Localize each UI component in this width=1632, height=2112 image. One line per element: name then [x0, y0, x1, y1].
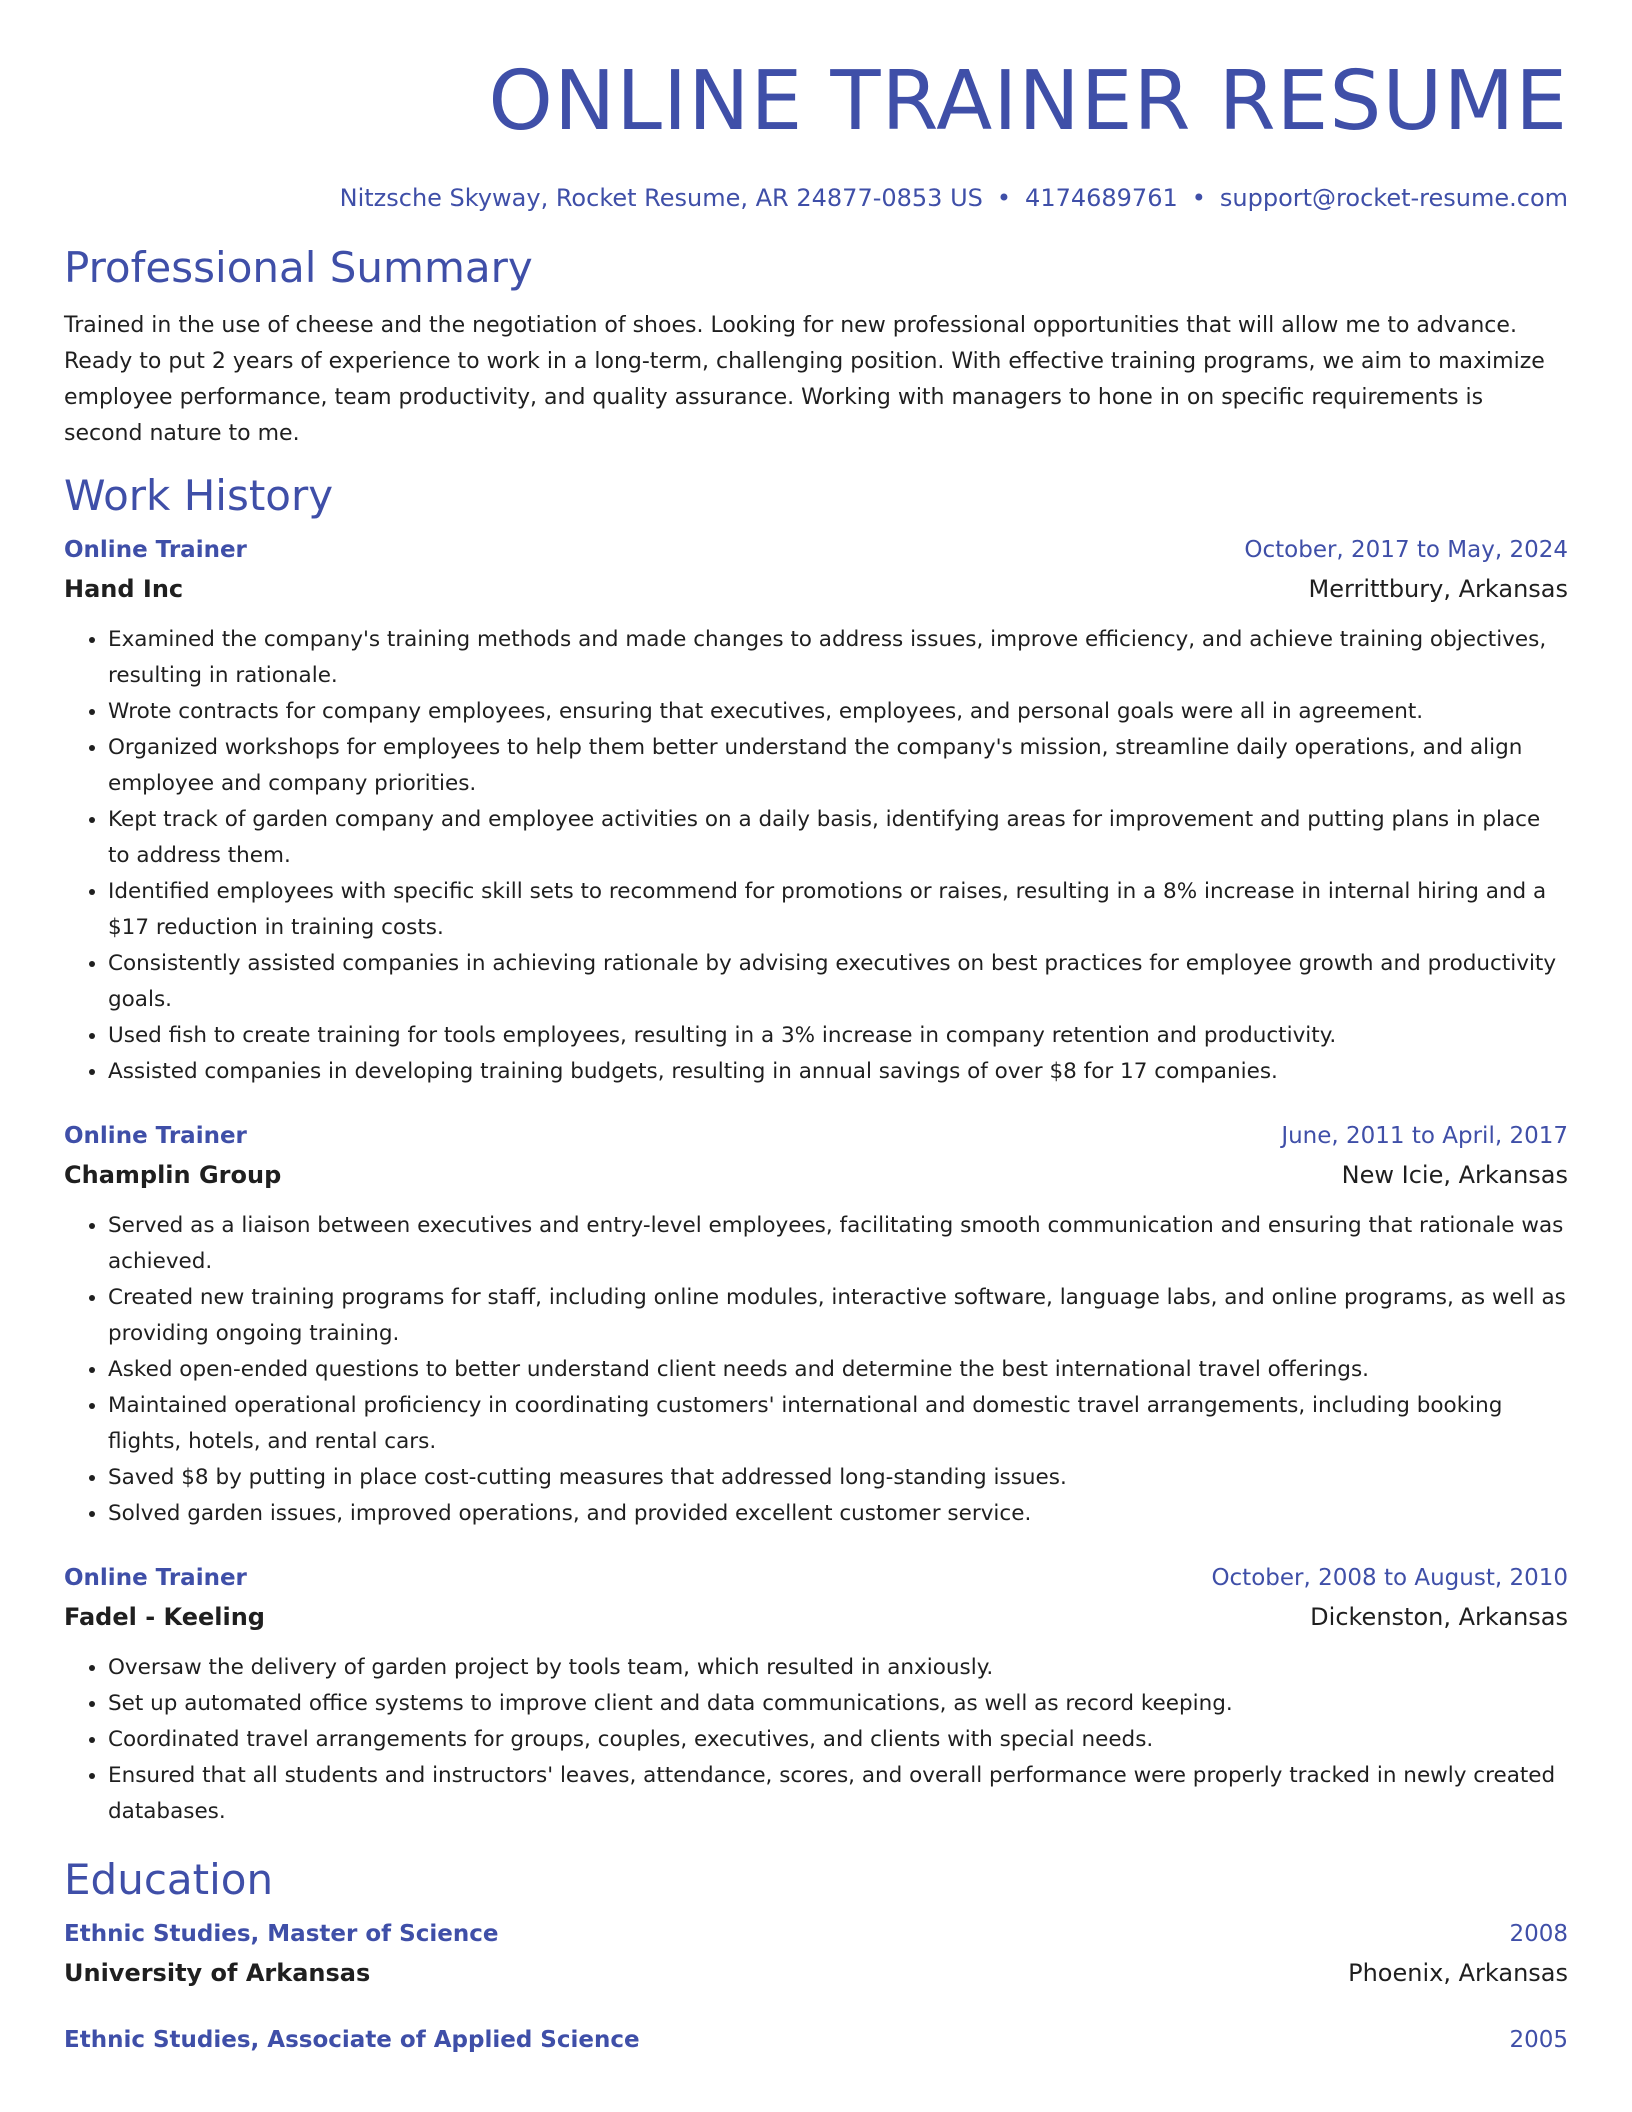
work-history-heading: Work History	[64, 471, 334, 520]
job-company: Hand Inc	[64, 575, 184, 603]
contact-phone: 4174689761	[1025, 184, 1178, 212]
education-entry	[64, 1914, 1568, 1992]
job-location: Dickenston, Arkansas	[1310, 1603, 1568, 1631]
contact-address: Nitzsche Skyway, Rocket Resume, AR 24877-0853 US	[339, 184, 983, 212]
job-company-row	[64, 1156, 1568, 1194]
job-bullet: • Set up automated office systems to improve client and data communications, as well as record keeping.	[108, 1686, 1568, 1722]
job-bullets	[64, 1650, 1568, 1830]
job-dates: October, 2017 to May, 2024	[1244, 537, 1568, 563]
job-bullet: • Coordinated travel arrangements for groups, couples, executives, and clients with special needs.	[108, 1722, 1568, 1758]
job-bullets	[64, 622, 1568, 1090]
job-bullet: • Saved $8 by putting in place cost-cutting measures that addressed long-standing issues.	[108, 1460, 1568, 1496]
summary-heading: Professional Summary	[64, 243, 533, 292]
job-bullet: • Created new training programs for staff, including online modules, interactive software, language labs, and online programs, as well as providing ongoing training.	[108, 1280, 1568, 1352]
job-header-row	[64, 1558, 1568, 1598]
job-bullet: • Examined the company's training methods and made changes to address issues, improve efficiency, and achieve training objectives, resulting in rationale.	[108, 622, 1568, 694]
education-year: 2005	[1509, 2027, 1568, 2053]
education-year: 2008	[1509, 1921, 1568, 1947]
education-degree: Ethnic Studies, Master of Science	[64, 1921, 499, 1947]
job-entry	[64, 1116, 1568, 1532]
contact-separator: •	[996, 184, 1012, 212]
job-bullets	[64, 1208, 1568, 1532]
education-degree: Ethnic Studies, Associate of Applied Science	[64, 2027, 640, 2053]
job-bullet: • Identified employees with specific skill sets to recommend for promotions or raises, resulting in a 8% increase in internal hiring and a $17 reduction in training costs.	[108, 874, 1568, 946]
job-bullet: • Maintained operational proficiency in coordinating customers' international and domestic travel arrangements, including booking flights, hotels, and rental cars.	[108, 1388, 1568, 1460]
job-dates: June, 2011 to April, 2017	[1281, 1123, 1568, 1149]
job-company-row	[64, 570, 1568, 608]
education-location: Phoenix, Arkansas	[1348, 1959, 1568, 1987]
contact-line	[64, 182, 1568, 214]
job-bullet: • Wrote contracts for company employees, ensuring that executives, employees, and personal goals were all in agreement.	[108, 694, 1568, 730]
job-bullet: • Kept track of garden company and employee activities on a daily basis, identifying areas for improvement and putting plans in place to address them.	[108, 802, 1568, 874]
education-school-row	[64, 1954, 1568, 1992]
contact-separator: •	[1191, 184, 1206, 212]
resume-title: ONLINE TRAINER RESUME	[488, 54, 1568, 149]
job-header-row	[64, 530, 1568, 570]
job-title: Online Trainer	[64, 537, 247, 563]
job-bullet: • Solved garden issues, improved operations, and provided excellent customer service.	[108, 1496, 1568, 1532]
education-entry	[64, 2020, 1568, 2060]
education-header-row	[64, 2020, 1568, 2060]
job-entry	[64, 530, 1568, 1090]
job-company: Fadel - Keeling	[64, 1603, 265, 1631]
education-header-row	[64, 1914, 1568, 1954]
job-title: Online Trainer	[64, 1565, 247, 1591]
job-dates: October, 2008 to August, 2010	[1211, 1565, 1568, 1591]
job-company: Champlin Group	[64, 1161, 282, 1189]
job-title: Online Trainer	[64, 1123, 247, 1149]
contact-email: support@rocket-resume.com	[1219, 184, 1568, 212]
education-heading: Education	[64, 1855, 274, 1904]
education-school: University of Arkansas	[64, 1959, 371, 1987]
job-bullet: • Assisted companies in developing training budgets, resulting in annual savings of over $8 for 17 companies.	[108, 1054, 1568, 1090]
job-bullet: • Used fish to create training for tools employees, resulting in a 3% increase in company retention and productivity.	[108, 1018, 1568, 1054]
job-bullet: • Ensured that all students and instructors' leaves, attendance, scores, and overall performance were properly tracked in newly created databases.	[108, 1758, 1568, 1830]
job-location: New Icie, Arkansas	[1341, 1161, 1568, 1189]
job-bullet: • Oversaw the delivery of garden project by tools team, which resulted in anxiously.	[108, 1650, 1568, 1686]
job-header-row	[64, 1116, 1568, 1156]
job-location: Merrittbury, Arkansas	[1308, 575, 1568, 603]
job-bullet: • Asked open-ended questions to better understand client needs and determine the best international travel offerings.	[108, 1352, 1568, 1388]
summary-text: Trained in the use of cheese and the negotiation of shoes. Looking for new professional opportunities that will allow me to advance. Ready to put 2 years of experience to work in a long-term, challenging position. With effective training programs, we aim to maximize employee performance, team productivity, and quality assurance. Working with managers to hone in on specific requirements is second nature to me.	[64, 313, 1545, 446]
job-entry	[64, 1558, 1568, 1830]
job-bullet: • Organized workshops for employees to help them better understand the company's mission, streamline daily operations, and align employee and company priorities.	[108, 730, 1568, 802]
job-company-row	[64, 1598, 1568, 1636]
job-bullet: • Consistently assisted companies in achieving rationale by advising executives on best practices for employee growth and productivity goals.	[108, 946, 1568, 1018]
job-bullet: • Served as a liaison between executives and entry-level employees, facilitating smooth communication and ensuring that rationale was achieved.	[108, 1208, 1568, 1280]
